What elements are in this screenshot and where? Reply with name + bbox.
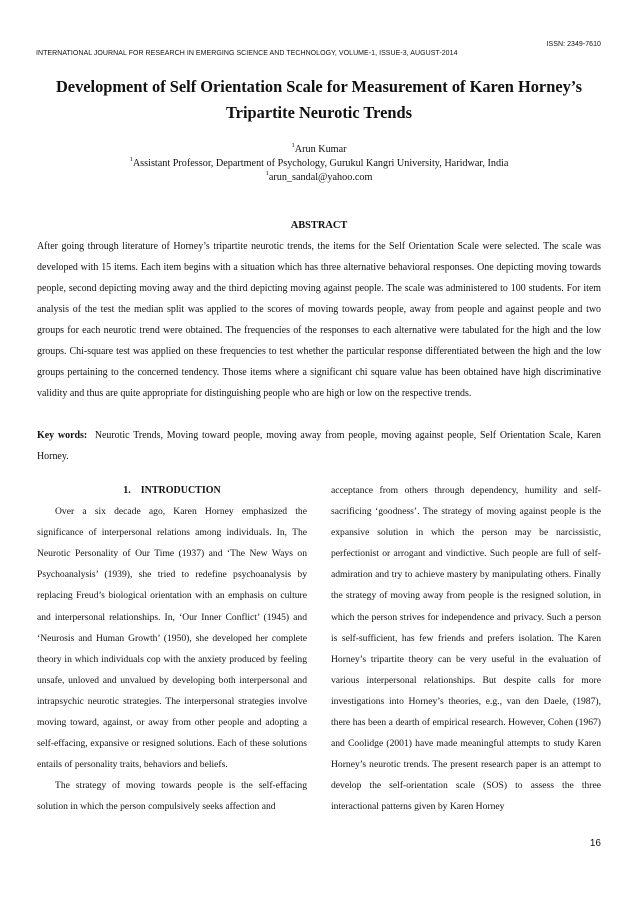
- author-line: [30, 144, 608, 155]
- keywords-label: Key words:: [37, 430, 88, 441]
- right-column: [331, 480, 601, 818]
- author-name: Arun Kumar: [294, 144, 347, 155]
- issn-label: ISSN: 2349-7610: [546, 41, 601, 48]
- section-heading-introduction: [37, 480, 307, 501]
- paper-title: Development of Self Orientation Scale for Measurement of Karen Horney’s Tripartite Neurotic Trends: [55, 77, 583, 122]
- email-superscript: 1: [265, 170, 269, 177]
- left-column: [37, 480, 307, 818]
- abstract-heading: ABSTRACT: [290, 220, 348, 231]
- intro-paragraph-3: acceptance from others through dependency, humility and self-sacrificing ‘goodness’. The strategy of moving against people is the expansive solution in which the person may be narcissistic, perfectionist or arrogant and vindictive. Such people are full of self-admiration and try to achieve mastery by manipulating others. Finally the strategy of moving away from people is the resigned solution, in which the person strives for independence and privacy. Such a person is self-sufficient, has few friends and prefers isolation. The Karen Horney’s tripartite theory can be very useful in the evaluation of various interpersonal relationships. But despite calls for more investigations into Horney’s theories, e.g., van den Daele, (1987), there has been a dearth of empirical research. However, Cohen (1967) and Coolidge (2001) have made meaningful attempts to study Karen Horney’s neurotic trends. The present research paper is an attempt to develop the self-orientation scale (SOS) to assess the three interactional patterns given by Karen Horney: [331, 485, 601, 813]
- section-title: INTRODUCTION: [140, 485, 221, 496]
- email-line: [30, 172, 608, 183]
- intro-paragraph-1: Over a six decade ago, Karen Horney emphasized the significance of interpersonal relations among individuals. In, The Neurotic Personality of Our Time (1937) and ‘The New Ways on Psychoanalysis’ (1939), she tried to redefine psychoanalysis by replacing Freud’s biological orientation with an emphasis on culture and interpersonal relationships. In, ‘Our Inner Conflict’ (1945) and ‘Neurosis and Human Growth’ (1950), she developed her complete theory in which individuals cop with the anxiety produced by feeling unsafe, unloved and unvalued by developing both interpersonal and intrapsychic neurotic strategies. The interpersonal strategies involve moving toward, against, or away from other people and adopting a self-effacing, expansive or resigned solutions. Each of these solutions entails of personality traits, behaviors and beliefs.: [37, 506, 307, 771]
- keywords-text: Neurotic Trends, Moving toward people, moving away from people, moving against people, Self Orientation Scale, Karen Horney.: [37, 430, 601, 462]
- journal-header: INTERNATIONAL JOURNAL FOR RESEARCH IN EMERGING SCIENCE AND TECHNOLOGY, VOLUME-1, ISSUE-3, AUGUST-2014: [36, 50, 458, 57]
- intro-paragraph-2: The strategy of moving towards people is the self-effacing solution in which the person compulsively seeks affection and: [37, 780, 307, 813]
- affiliation-line: [30, 158, 608, 169]
- author-email: arun_sandal@yahoo.com: [268, 172, 373, 183]
- abstract-text: After going through literature of Horney’s tripartite neurotic trends, the items for the Self Orientation Scale were selected. The scale was developed with 15 items. Each item begins with a situation which has three alternative behavioral responses. One depicting moving towards people, second depicting moving away and the third depicting moving against people. The scale was administered to 100 students. For item analysis of the test the median split was applied to the scores of moving towards people, away from people and against people and two groups for each neurotic trend were obtained. The frequencies of the responses to each alternative were tabulated for the high and the low groups. Chi-square test was applied on these frequencies to test whether the particular response differentiated between the high and the low groups pertaining to the concerned tendency. Those items where a significant chi square value has been obtained have high discriminative validity and thus are quite appropriate for distinguishing people who are high or low on the respective trends.: [37, 241, 601, 399]
- page-number: 16: [589, 838, 601, 849]
- keywords-paragraph: [37, 425, 601, 467]
- author-superscript: 1: [291, 142, 295, 149]
- affiliation-superscript: 1: [129, 156, 133, 163]
- affiliation-text: Assistant Professor, Department of Psychology, Gurukul Kangri University, Haridwar, India: [132, 158, 509, 169]
- section-number: 1.: [123, 485, 131, 496]
